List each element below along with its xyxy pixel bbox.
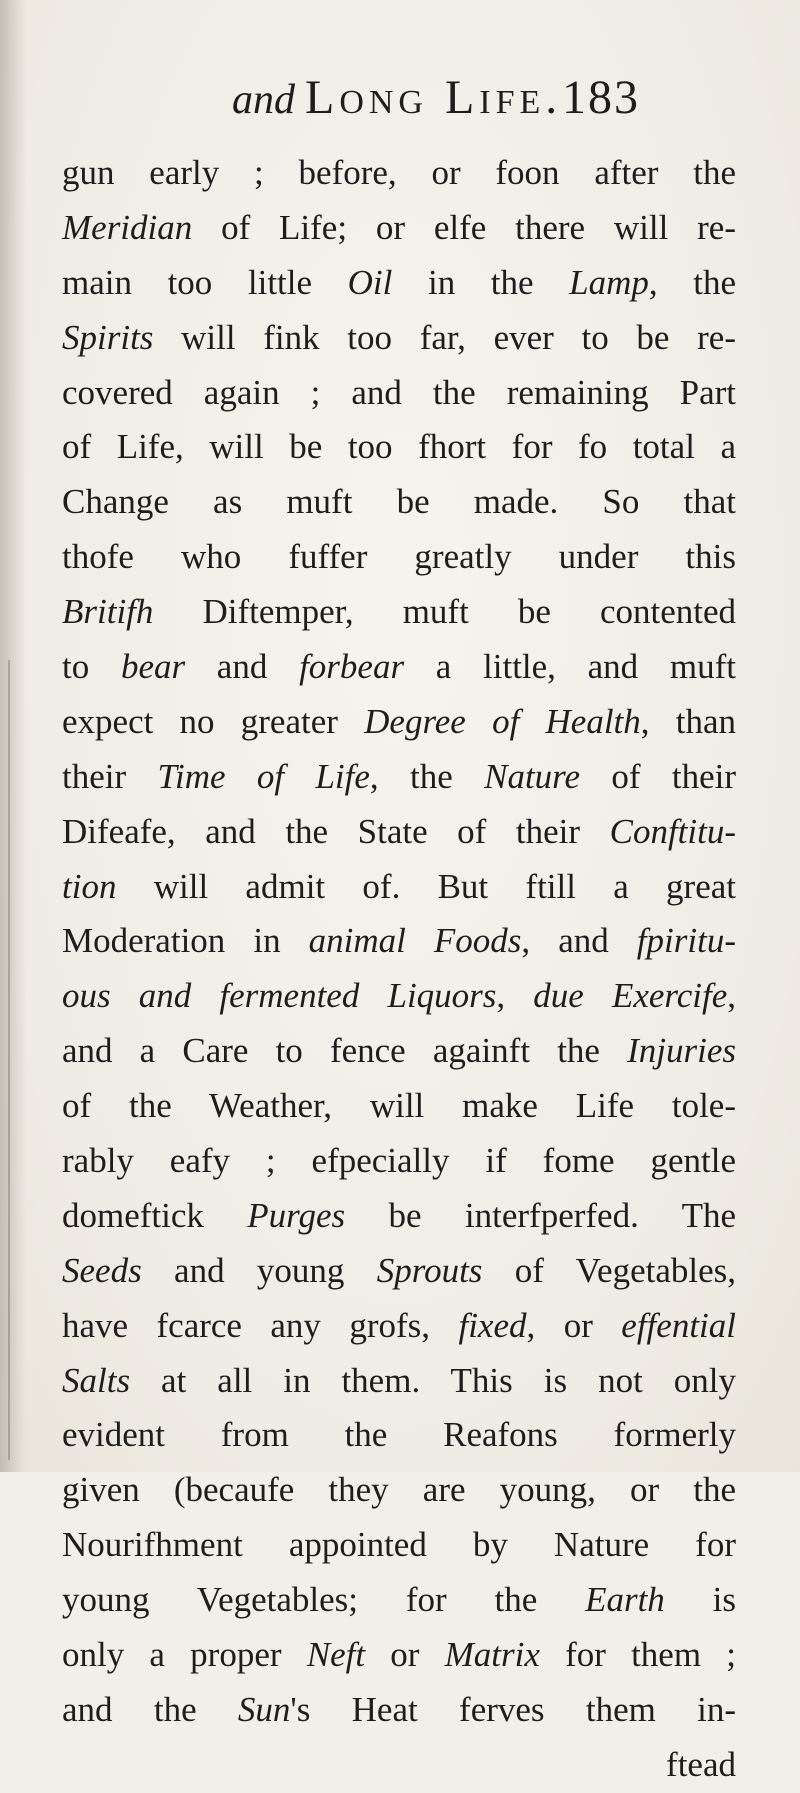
italic-span: ous and fermented Liquors [62, 976, 497, 1016]
header-title: Long Life. [305, 71, 563, 124]
italic-span: Conftitu- [609, 811, 736, 851]
text-line: Britifh Diftemper, muft be contented [62, 592, 736, 632]
text-line: main too little Oil in the Lamp, the [62, 262, 736, 302]
italic-span: Injuries [627, 1031, 736, 1071]
text-line: their Time of Life, the Nature of their [62, 756, 736, 796]
italic-span: Oil [347, 262, 393, 302]
italic-span: Seeds [62, 1250, 142, 1290]
italic-span: Sprouts [376, 1250, 483, 1290]
text-line: Nourifhment appointed by Nature for [62, 1525, 736, 1565]
text-line: young Vegetables; for the Earth is [62, 1580, 736, 1620]
italic-span: bear [120, 647, 186, 687]
italic-span: Purges [247, 1195, 346, 1235]
gutter-shadow [0, 0, 26, 1472]
italic-span: Nature [484, 756, 581, 796]
italic-span: fixed [458, 1305, 527, 1345]
italic-span: Neft [306, 1635, 366, 1675]
text-line: ftead [666, 1744, 736, 1784]
text-line: rably eafy ; efpecially if fome gentle [62, 1141, 736, 1181]
text-line: and a Care to fence againft the Injuries [62, 1031, 736, 1071]
page-number: 183 [562, 71, 640, 124]
italic-span: Britifh [62, 592, 154, 632]
text-line: of Life, will be too fhort for fo total a [62, 427, 736, 467]
text-line: expect no greater Degree of Health, than [62, 701, 737, 741]
text-line: only a proper Neft or Matrix for them ; [62, 1635, 736, 1675]
body-text [62, 146, 736, 1793]
text-line: Meridian of Life; or elfe there will re- [62, 207, 736, 247]
text-line: Seeds and young Sprouts of Vegetables, [62, 1250, 736, 1290]
text-line: gun early ; before, or foon after the [62, 153, 736, 192]
text-line: have fcarce any grofs, fixed, or effential [62, 1305, 736, 1345]
text-line: and the Sun's Heat ferves them in- [62, 1689, 737, 1729]
text-line: evident from the Reafons formerly [62, 1415, 736, 1455]
italic-span: animal Foods [308, 921, 522, 961]
text-line: Change as muft be made. So that [62, 482, 736, 522]
italic-span: Lamp [569, 262, 649, 302]
italic-span: Salts [62, 1360, 131, 1400]
italic-span: Time of Life [157, 756, 370, 796]
italic-span: Sun [237, 1689, 291, 1729]
text-line: Moderation in animal Foods, and fpiritu- [62, 921, 736, 961]
text-line: ous and fermented Liquors, due Exercife, [62, 976, 737, 1016]
italic-span: Spirits [62, 317, 154, 357]
running-header [232, 70, 712, 130]
header-and: and [232, 77, 295, 123]
page-edge-line [8, 660, 10, 1460]
text-line: thofe who fuffer greatly under this [62, 537, 736, 577]
italic-span: forbear [299, 647, 405, 687]
italic-span: Matrix [444, 1635, 540, 1675]
text-line: Difeafe, and the State of their Conftitu- [62, 811, 736, 851]
italic-span: due Exercife [533, 976, 728, 1016]
italic-span: Earth [585, 1580, 665, 1620]
text-line: domeftick Purges be interfperfed. The [62, 1195, 736, 1235]
text-line: Salts at all in them. This is not only [62, 1360, 736, 1400]
text-line: to bear and forbear a little, and muft [62, 647, 736, 687]
italic-span: effential [621, 1305, 736, 1345]
italic-span: Degree of Health [364, 701, 641, 741]
italic-span: tion [62, 866, 117, 906]
italic-span: fpiritu- [636, 921, 736, 961]
text-line: tion will admit of. But ftill a great [62, 866, 736, 906]
text-line: of the Weather, will make Life tole- [62, 1086, 736, 1126]
italic-span: Meridian [62, 207, 193, 247]
text-line: given (becaufe they are young, or the [62, 1470, 736, 1510]
text-line: Spirits will fink too far, ever to be re- [62, 317, 736, 357]
text-line: covered again ; and the remaining Part [62, 372, 736, 412]
